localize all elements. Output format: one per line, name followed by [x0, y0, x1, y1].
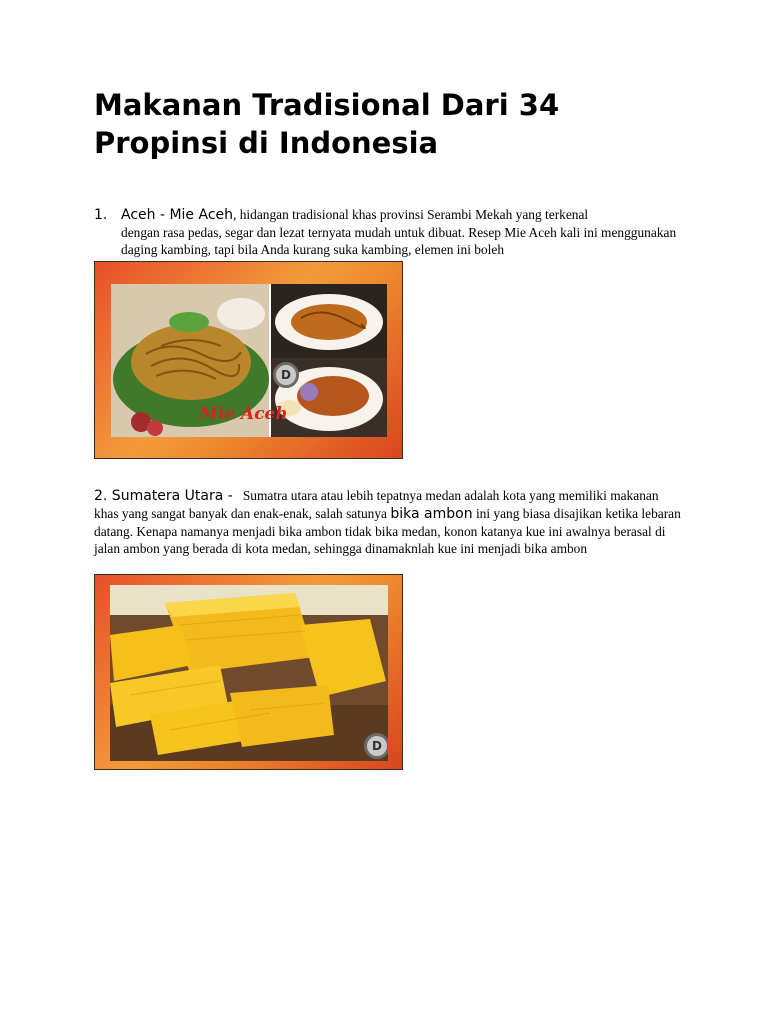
- section-text-part2: ini yang biasa disajikan ketika lebaran datang. Kenapa namanya menjadi bika ambon tidak bika medan, konon katanya kue ini awalnya berasal di jalan ambon yang berada di kota medan, sehingga dinamaknlah kue ini menjadi bika ambon: [94, 506, 681, 556]
- title-line-2: Propinsi di Indonesia: [94, 126, 439, 160]
- section-number: 1.: [94, 207, 108, 223]
- section-text-line1: , hidangan tradisional khas provinsi Serambi Mekah yang terkenal: [233, 207, 589, 222]
- section-aceh-text: [94, 206, 684, 257]
- watermark-logo-icon: D: [364, 733, 388, 759]
- mie-aceh-image: [94, 261, 403, 459]
- section-heading: 2. Sumatera Utara -: [94, 488, 233, 504]
- bika-ambon-photo: [110, 585, 388, 761]
- watermark-logo-icon: D: [273, 362, 299, 388]
- document-title: [94, 86, 694, 162]
- highlight-bika-ambon: bika ambon: [390, 506, 473, 522]
- title-line-1: Makanan Tradisional Dari 34: [94, 88, 560, 122]
- section-text-part1: Sumatra utara atau lebih tepatnya medan adalah kota yang memiliki makanan khas yang sangat banyak dan enak-enak, salah satunya: [94, 488, 659, 521]
- section-text-rest: dengan rasa pedas, segar dan lezat ternyata mudah untuk dibuat. Resep Mie Aceh kali ini menggunakan daging kambing, tapi bila Anda kurang suka kambing, elemen ini boleh: [121, 225, 677, 257]
- section-heading: Aceh - Mie Aceh: [121, 207, 234, 223]
- bika-ambon-illustration: [110, 585, 388, 761]
- section-sumatera-utara: [94, 487, 684, 557]
- bika-ambon-image: [94, 574, 403, 770]
- mie-aceh-caption: Mie Aceh: [199, 404, 288, 424]
- mie-aceh-photo: [111, 284, 387, 437]
- section-aceh: [94, 206, 684, 257]
